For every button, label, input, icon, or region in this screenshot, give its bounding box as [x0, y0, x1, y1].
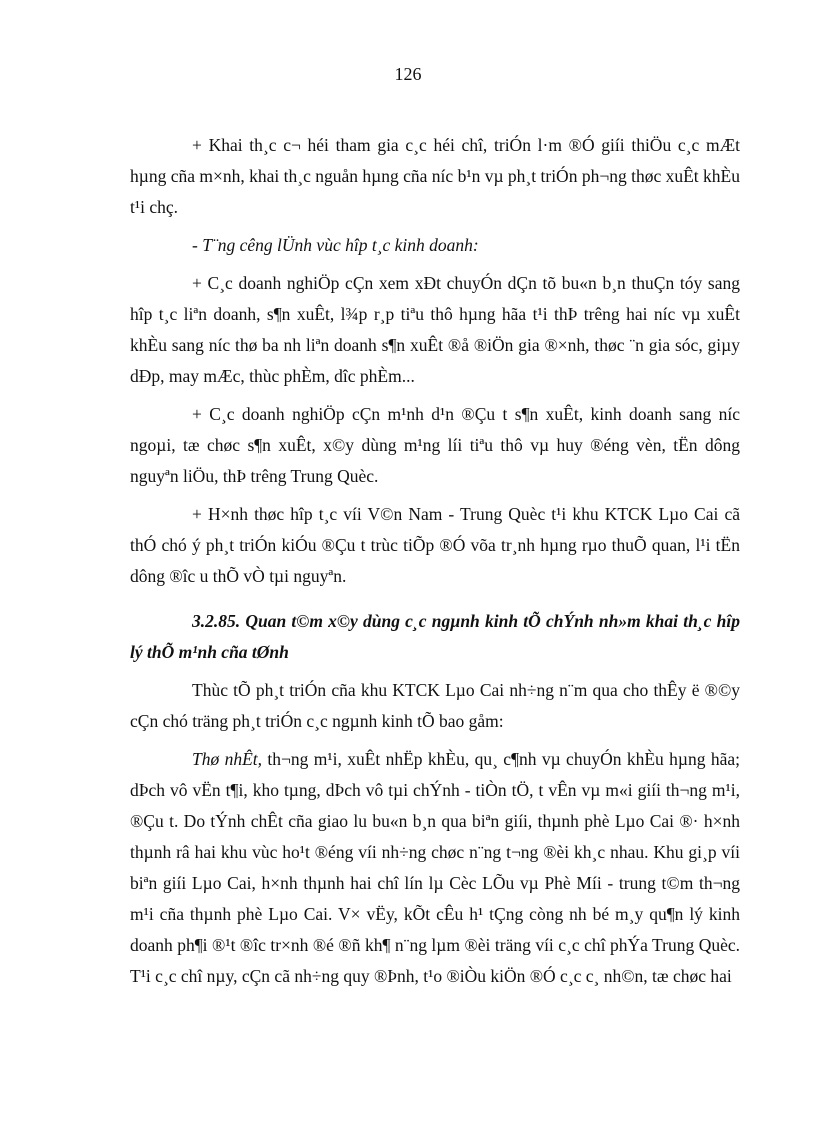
paragraph-exhibition: + Khai th¸c c¬ héi tham gia c¸c héi chî, triÓn l·m ®Ó giíi thiÖu c¸c mÆt hµng cña m×nh, khai th¸c nguån hµng cña níc b¹n vµ ph¸t triÓn ph¬ng thøc xuÊt khÈu t¹i chç. — [130, 135, 740, 217]
paragraph-joint-venture: + C¸c doanh nghiÖp cÇn xem xÐt chuyÓn dÇn tõ bu«n b¸n thuÇn tóy sang hîp t¸c liªn doanh, s¶n xuÊt, l¾p r¸p tiªu thô hµng hãa t¹i thÞ trêng hai níc vµ xuÊt khÈu sang níc thø ba nh liªn doanh s¶n xuÊt ®å ®iÖn gia ®×nh, thøc ¨n gia sóc, giµy dÐp, may mÆc, thùc phÈm, dîc phÈm... — [130, 273, 740, 386]
paragraph-first-sector — [130, 744, 740, 992]
lead-phrase: Thø nhÊt, — [192, 749, 263, 769]
paragraph-business-cooperation: - T¨ng cêng lÜnh vùc hîp t¸c kinh doanh: — [192, 235, 479, 255]
paragraph-investment-abroad: + C¸c doanh nghiÖp cÇn m¹nh d¹n ®Çu t s¶n xuÊt, kinh doanh sang níc ngoµi, tæ chøc s¶n xuÊt, x©y dùng m¹ng líi tiªu thô vµ huy ®éng vèn, tËn dông nguyªn liÖu, thÞ trêng Trung Quèc. — [130, 404, 740, 486]
page-number: 126 — [394, 64, 422, 84]
body-text — [130, 130, 740, 999]
paragraph-development-reality: Thùc tÕ ph¸t triÓn cña khu KTCK Lµo Cai nh÷ng n¨m qua cho thÊy ë ®©y cÇn chó träng ph¸t triÓn c¸c ngµnh kinh tÕ bao gåm: — [130, 680, 740, 731]
section-heading: 3.2.85. Quan t©m x©y dùng c¸c ngµnh kinh tÕ chÝnh nh»m khai th¸c hîp lý thÕ m¹nh cña tØnh — [130, 611, 740, 662]
paragraph-first-sector-text: th¬ng m¹i, xuÊt nhËp khÈu, qu¸ c¶nh vµ chuyÓn khÈu hµng hãa; dÞch vô vËn t¶i, kho tµng, dÞch vô tµi chÝnh - tiÒn tÖ, t vÊn vµ m«i giíi th¬ng m¹i, ®Çu t. Do tÝnh chÊt cña giao lu bu«n b¸n qua biªn giíi, thµnh phè Lµo Cai ®· h×nh thµnh râ hai khu vùc ho¹t ®éng víi nh÷ng chøc n¨ng t¬ng ®èi kh¸c nhau. Khu gi¸p víi biªn giíi Lµo Cai, h×nh thµnh hai chî lín lµ Cèc LÕu vµ Phè Míi - trung t©m th¬ng m¹i cña thµnh phè Lµo Cai. V× vËy, kÕt cÊu h¹ tÇng còng nh bé m¸y qu¶n lý kinh doanh ph¶i ®¹t ®îc tr×nh ®é ®ñ kh¶ n¨ng lµm ®èi träng víi c¸c chî phÝa Trung Quèc. T¹i c¸c chî nµy, cÇn cã nh÷ng quy ®Þnh, t¹o ®iÒu kiÖn ®Ó c¸c c¸ nh©n, tæ chøc hai — [130, 749, 740, 986]
paragraph-cooperation-yunnan: + H×nh thøc hîp t¸c víi V©n Nam - Trung Quèc t¹i khu KTCK Lµo Cai cã thÓ chó ý ph¸t triÓn kiÓu ®Çu t trùc tiÕp ®Ó võa tr¸nh hµng rµo thuÕ quan, l¹i tËn dông ®îc u thÕ vÒ tµi nguyªn. — [130, 504, 740, 586]
